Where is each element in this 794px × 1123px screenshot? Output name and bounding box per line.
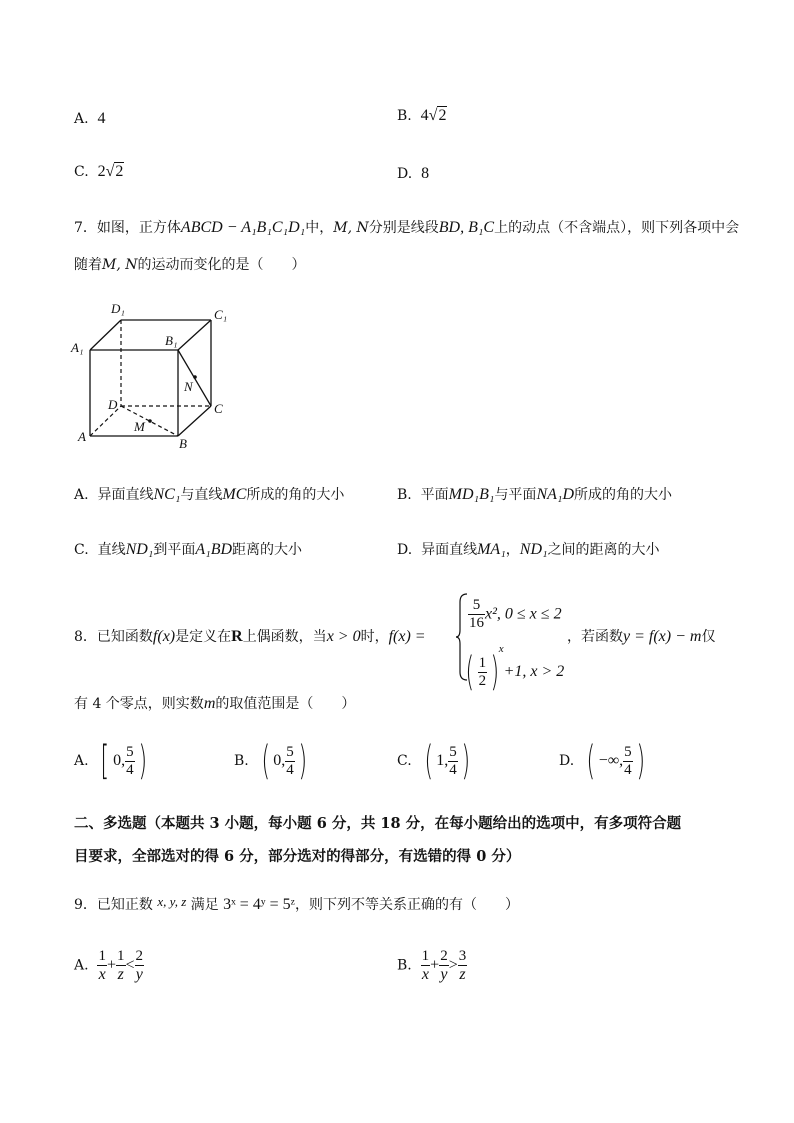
label-b: B [179,436,187,451]
q8-option-d: D. ( −∞, $\frac{5}{4}$ ) [559,738,645,784]
q6-option-b: B. 4√2 [397,107,447,124]
point-m [148,419,152,423]
piecewise-case-1: $\frac{5}{16}$ x², 0 ≤ x ≤ 2 [469,597,562,631]
q9-option-a: A. $\frac{1}{x}$ + $\frac{1}{z}$ < $\frac{2}{y}$ [74,948,144,983]
option-letter: B. [234,753,249,769]
q6-option-a [74,110,105,128]
section-2-heading-line1: 二、多选题（本题共 3 小题，每小题 6 分，共 18 分，在每小题给出的选项中，有多项符合题 [74,815,682,832]
label-a: A [78,429,86,444]
label-m: M [134,419,145,434]
piecewise-case-2: ( $\frac{1}{2}$ )$^x$+1, x > 2 [465,643,565,695]
q8-stem-line1-tail: ，若函数y = f(x) − m仅 [567,628,716,645]
q9-stem: 9．已知正数 x, y, z 满足 3ˣ = 4ʸ = 5ᶻ，则下列不等关系正确的有（ ） [74,894,519,913]
q7-stem-line1: 7．如图，正方体ABCD − A₁B₁C₁D₁中，M, N分别是线段BD, B₁C上的动点（不含端点），则下列各项中会 [74,219,740,236]
q8-option-b: B. ( 0, $\frac{5}{4}$ ) [234,738,307,784]
q7-option-b: B. 平面MD₁B₁与平面NA₁D所成的角的大小 [397,486,672,503]
option-letter: B. [397,957,412,974]
q8-option-c: C. ( 1, $\frac{5}{4}$ ) [397,738,470,784]
option-letter: D. [559,753,575,769]
label-d: D [108,397,118,412]
option-letter: C. [74,164,89,180]
point-n [193,375,197,379]
option-letter: D. [397,542,413,558]
q7-stem-line2: 随着M, N的运动而变化的是（ ） [74,257,306,273]
section-2-heading-line2: 目要求，全部选对的得 6 分，部分选对的得部分，有选错的得 0 分） [74,848,521,865]
option-letter: A. [74,753,89,769]
option-letter: D. [397,166,413,182]
q8-option-a: A. [ 0, $\frac{5}{4}$ ) [74,738,147,784]
q6-option-c: C. 2√2 [74,163,124,180]
option-letter: C. [397,753,412,769]
label-n: N [184,379,193,394]
label-d1: D₁ [111,301,125,316]
label-a1: A₁ [71,340,84,355]
option-letter: B. [397,487,412,503]
option-letter: A. [74,111,89,127]
option-value: 4 [97,110,106,127]
q8-stem-line2: 有 4 个零点，则实数m的取值范围是（ ） [74,695,356,712]
q7-option-c: C. 直线ND₁到平面A₁BD距离的大小 [74,541,303,558]
q6-option-d: D. 8 [397,165,430,182]
option-letter: B. [397,108,412,124]
q8-stem-line1: 8．已知函数f(x)是定义在R上偶函数，当x > 0时，f(x) = [74,628,426,645]
label-b1: B₁ [165,333,178,348]
label-c: C [214,401,223,416]
cube-figure [66,298,236,458]
q7-option-d: D. 异面直线MA₁，ND₁之间的距离的大小 [397,541,660,558]
option-letter: A. [74,487,89,503]
q9-option-b: B. $\frac{1}{x}$ + $\frac{2}{y}$ > $\frac{3}{z}$ [397,948,467,983]
q7-option-a: A. 异面直线NC₁与直线MC所成的角的大小 [74,486,345,503]
label-c1: C₁ [214,307,228,322]
option-letter: A. [74,957,89,974]
option-letter: C. [74,542,89,558]
